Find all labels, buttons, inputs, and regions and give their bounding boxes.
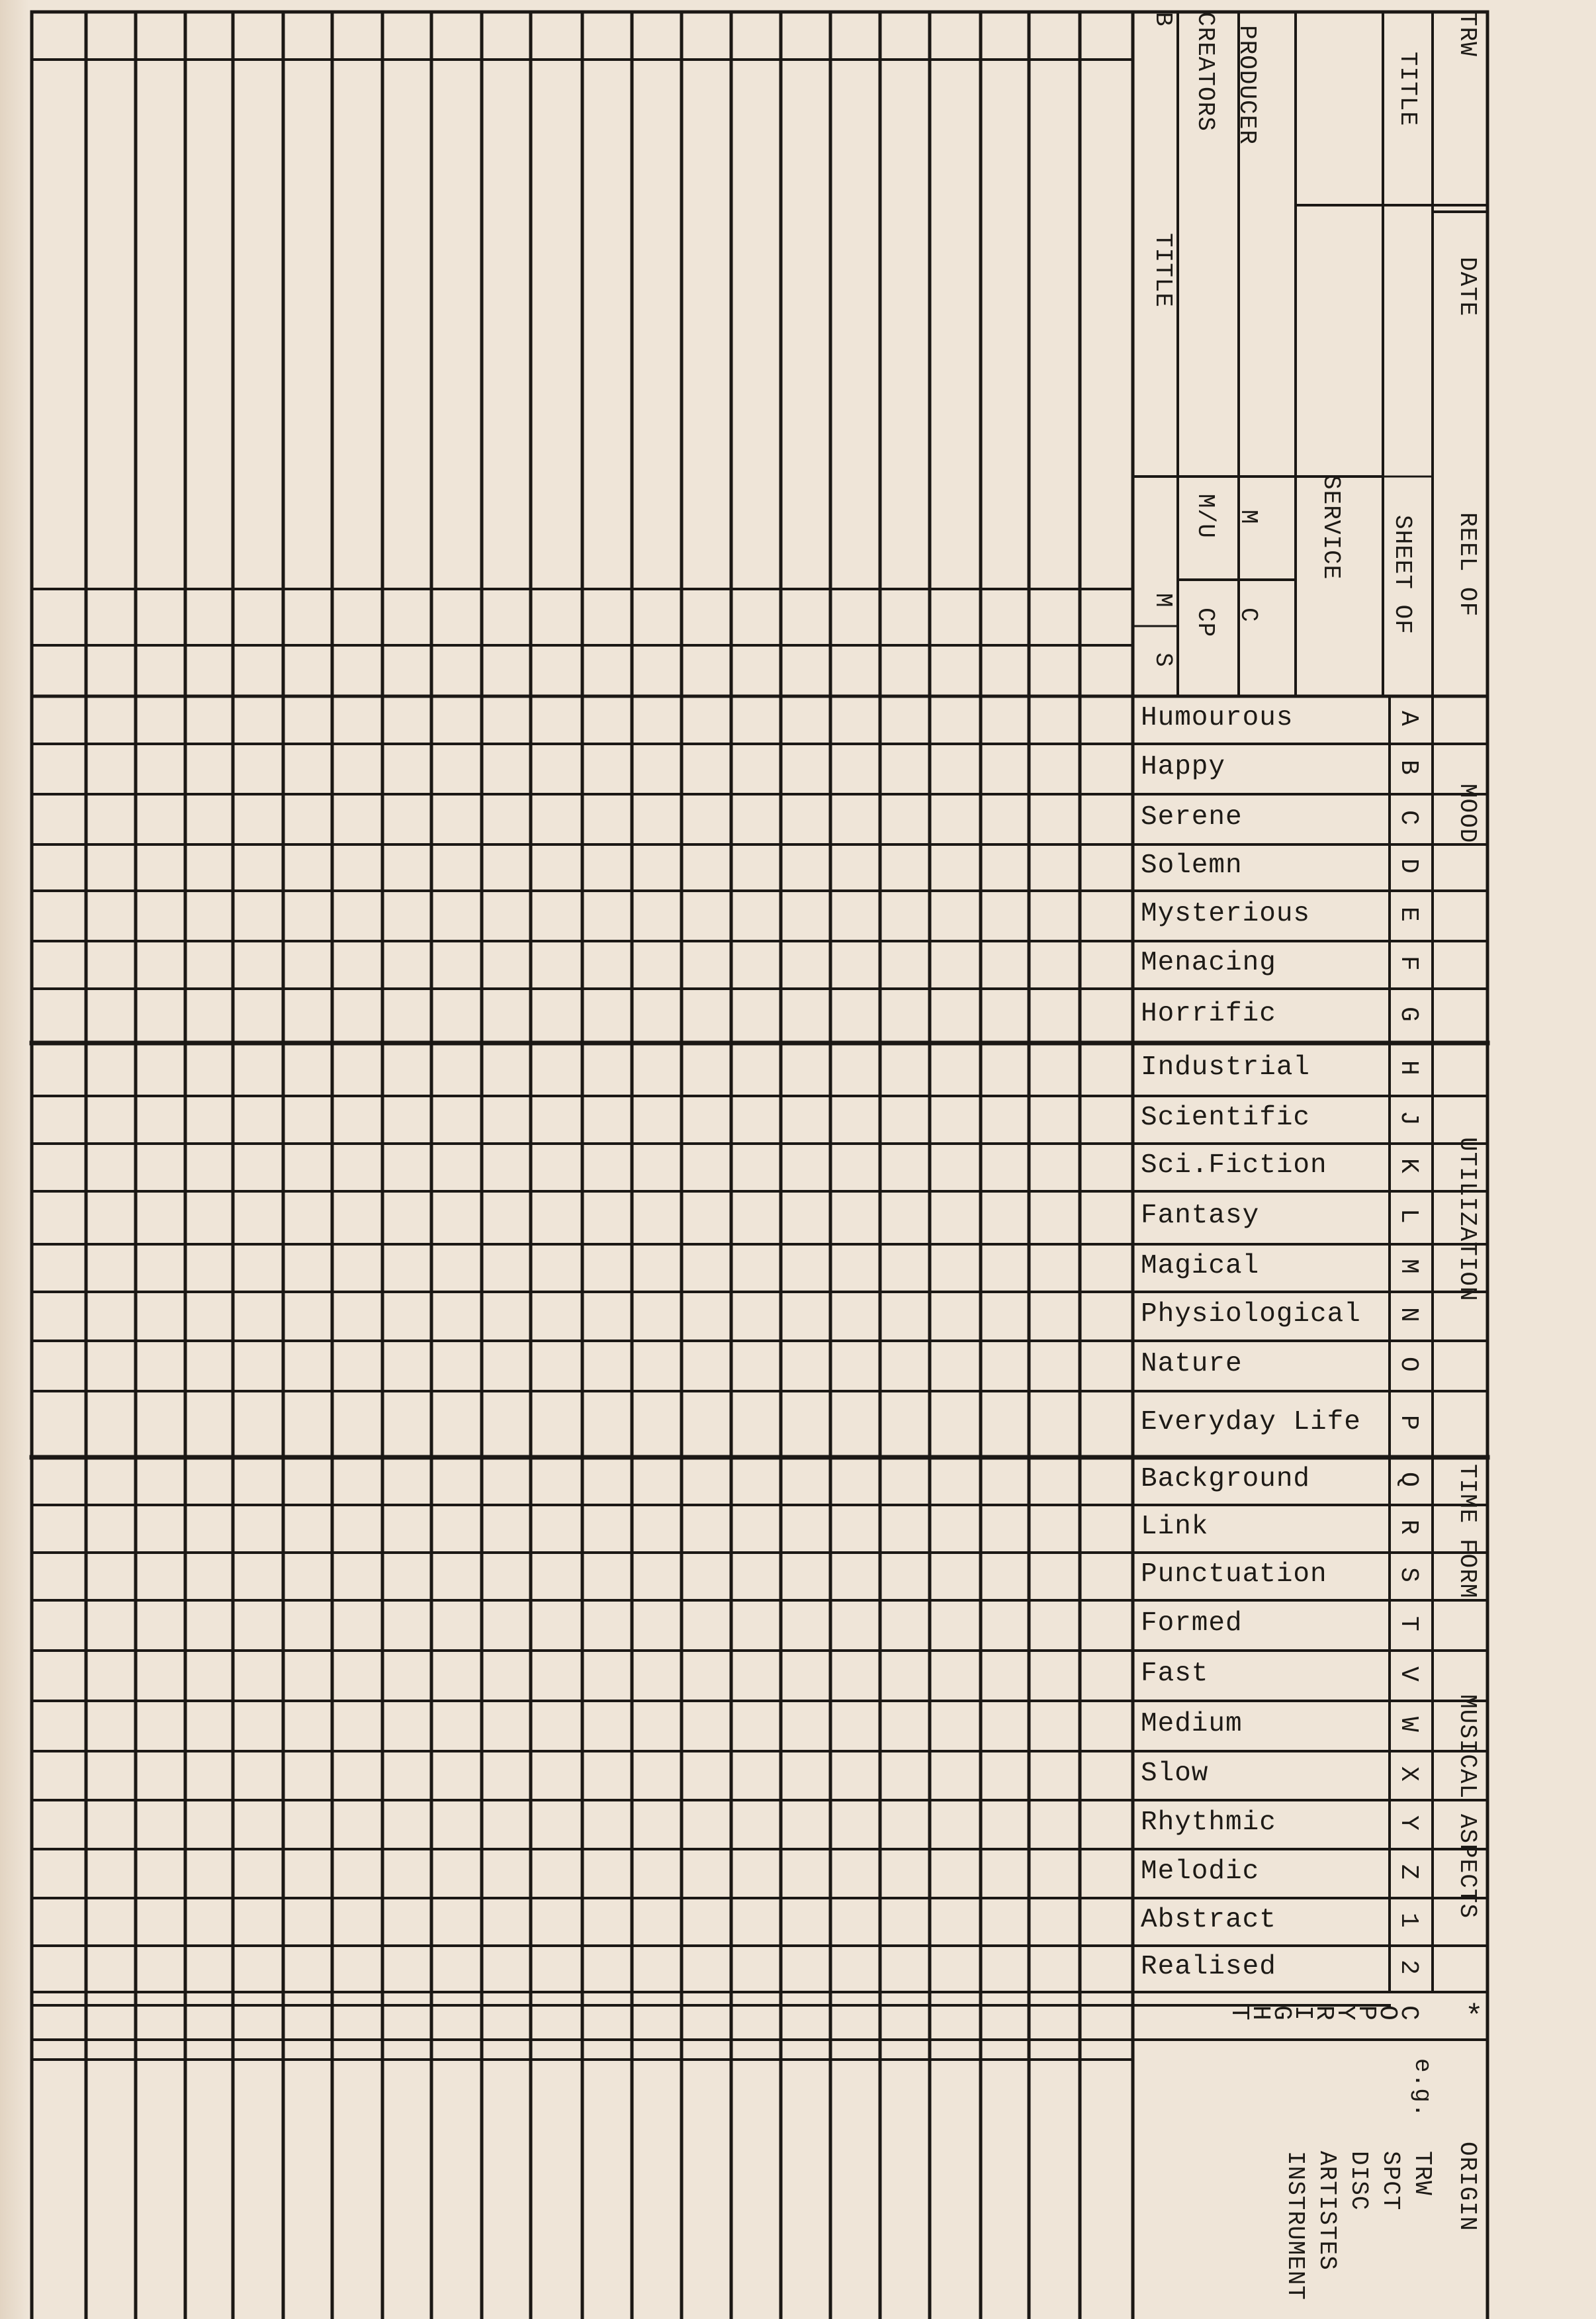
category-code: Z [1394, 1864, 1423, 1880]
m-label: M [1235, 510, 1262, 525]
origin-eg: e.g. [1409, 2058, 1436, 2118]
copyright-letter: G [1267, 2005, 1296, 2021]
copyright-letter: P [1352, 2005, 1380, 2021]
category-label: Solemn [1141, 850, 1243, 881]
category-code: Y [1394, 1815, 1423, 1831]
category-label: Abstract [1141, 1905, 1276, 1935]
group-time-form: TIME FORM [1454, 1464, 1481, 1599]
trw-label: TRW [1454, 12, 1481, 57]
category-code: R [1394, 1520, 1423, 1535]
origin-item: TRW [1409, 2151, 1436, 2196]
category-code: 1 [1394, 1913, 1423, 1928]
category-label: Horrific [1141, 999, 1276, 1029]
group-musical-aspects: MUSICAL ASPECTS [1454, 1694, 1481, 1919]
category-label: Fast [1141, 1659, 1209, 1689]
category-label: Background [1141, 1464, 1311, 1494]
c-label: C [1235, 608, 1262, 623]
copyright-letter: H [1246, 2005, 1274, 2021]
category-code: D [1394, 858, 1423, 874]
category-code: H [1394, 1060, 1423, 1075]
date-label: DATE [1454, 257, 1481, 317]
sheet-of-label: SHEET OF [1389, 515, 1416, 635]
category-label: Sci.Fiction [1141, 1150, 1327, 1181]
category-code: S [1394, 1567, 1423, 1582]
origin-item: INSTRUMENT [1282, 2151, 1309, 2301]
copyright-letter: I [1288, 2005, 1317, 2021]
category-label: Happy [1141, 752, 1226, 782]
category-code: G [1394, 1007, 1423, 1022]
m2-label: M [1149, 593, 1176, 608]
group-origin: ORIGIN [1454, 2142, 1481, 2232]
group-mood: MOOD [1454, 784, 1481, 844]
category-label: Humourous [1141, 703, 1294, 733]
category-code: A [1394, 711, 1423, 726]
asterisk-label: * [1465, 2000, 1484, 2034]
copyright-letter: O [1373, 2005, 1401, 2021]
category-label: Industrial [1141, 1052, 1311, 1083]
category-label: Punctuation [1141, 1559, 1327, 1590]
category-label: Physiological [1141, 1299, 1361, 1330]
category-label: Menacing [1141, 948, 1276, 978]
category-label: Link [1141, 1512, 1209, 1542]
category-label: Medium [1141, 1709, 1243, 1739]
title2-label: TITLE [1149, 233, 1176, 308]
category-code: J [1394, 1111, 1423, 1126]
category-code: K [1394, 1158, 1423, 1173]
category-label: Realised [1141, 1952, 1276, 1982]
b-label: B [1149, 12, 1176, 27]
service-label: SERVICE [1317, 475, 1345, 580]
category-code: B [1394, 760, 1423, 775]
category-code: O [1394, 1357, 1423, 1372]
category-code: V [1394, 1666, 1423, 1682]
category-label: Rhythmic [1141, 1807, 1276, 1838]
category-code: M [1394, 1259, 1423, 1274]
copyright-letter: C [1394, 2005, 1423, 2021]
category-label: Scientific [1141, 1103, 1311, 1133]
cp-label: CP [1192, 608, 1219, 638]
category-code: C [1394, 810, 1423, 825]
category-code: P [1394, 1415, 1423, 1430]
category-label: Nature [1141, 1349, 1243, 1379]
category-code: 2 [1394, 1960, 1423, 1975]
category-code: T [1394, 1616, 1423, 1631]
copyright-letter: R [1309, 2005, 1338, 2021]
producer-label: PRODUCER [1233, 25, 1261, 145]
category-code: X [1394, 1766, 1423, 1782]
category-label: Formed [1141, 1608, 1243, 1639]
origin-item: DISC [1345, 2151, 1372, 2211]
category-label: Fantasy [1141, 1201, 1260, 1231]
copyright-letter: Y [1331, 2005, 1359, 2021]
category-code: W [1394, 1717, 1423, 1732]
category-label: Magical [1141, 1251, 1260, 1281]
title-label: TITLE [1394, 52, 1421, 127]
reel-of-label: REEL OF [1454, 512, 1481, 617]
category-code: E [1394, 907, 1423, 922]
s-label: S [1149, 653, 1176, 668]
mu-label: M/U [1192, 494, 1219, 539]
category-code: F [1394, 956, 1423, 971]
category-label: Everyday Life [1141, 1407, 1361, 1437]
origin-item: ARTISTES [1313, 2151, 1341, 2271]
category-label: Slow [1141, 1758, 1209, 1789]
category-label: Melodic [1141, 1856, 1260, 1887]
category-code: N [1394, 1307, 1423, 1322]
category-code: Q [1394, 1472, 1423, 1487]
group-utilization: UTILIZATION [1454, 1137, 1481, 1302]
origin-item: SPCT [1377, 2151, 1404, 2211]
category-label: Serene [1141, 802, 1243, 833]
category-label: Mysterious [1141, 899, 1311, 929]
creators-label: CREATORS [1192, 12, 1219, 132]
category-code: L [1394, 1208, 1423, 1224]
copyright-letter: T [1225, 2005, 1253, 2021]
